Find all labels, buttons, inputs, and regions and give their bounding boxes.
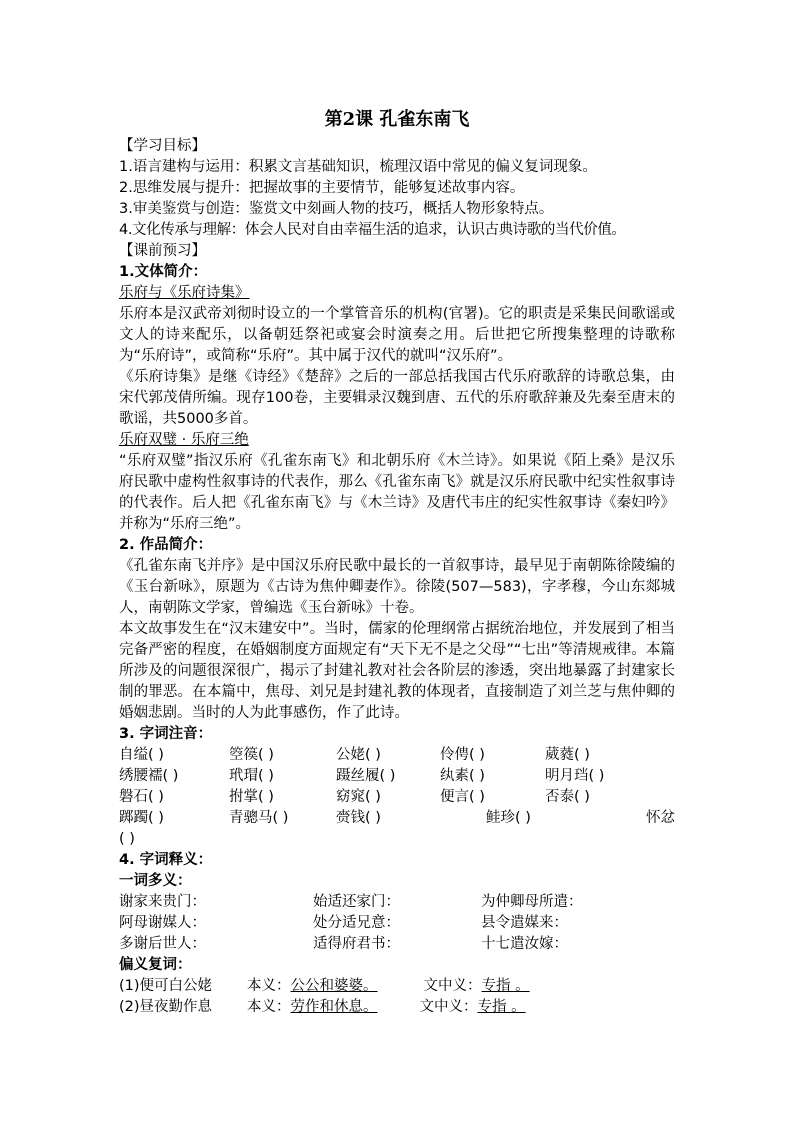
pianyi-literal-label: 本义： xyxy=(247,978,291,994)
polysemy-item: 谢家来贵门： xyxy=(119,894,206,910)
pianyi-literal: 公公和婆婆。 xyxy=(290,978,378,994)
pinyin-item: 绣腰襦( ) xyxy=(119,768,179,784)
goal-item: 2.思维发展与提升：把握故事的主要情节，能够复述故事内容。 xyxy=(119,180,525,196)
pinyin-item: 否泰( ) xyxy=(545,789,590,805)
pinyin-row xyxy=(119,808,675,829)
subheading-yuefu: 乐府与《乐府诗集》 xyxy=(119,285,250,301)
polysemy-item: 县令遣媒来： xyxy=(481,915,568,931)
pinyin-item: 箜篌( ) xyxy=(229,747,274,763)
polysemy-row xyxy=(119,934,675,955)
pinyin-item: 自缢( ) xyxy=(119,747,164,763)
section-3-heading: 3. 字词注音： xyxy=(119,726,213,742)
paragraph-background: 本文故事发生在“汉末建安中”。当时，儒家的伦理纲常占据统治地位，并发展到了相当完备严密的程度，在婚姻制度方面规定有“天下无不是之父母”“七出”等清规戒律。本篇所涉及的问题很深很广，揭示了封建礼教对社会各阶层的渗透，突出地暴露了封建家长制的罪恶。在本篇中，焦母、刘兄是封建礼教的体现者，直接制造了刘兰芝与焦仲卿的婚姻悲剧。当时的人为此事感伤，作了此诗。 xyxy=(119,621,675,721)
pinyin-row xyxy=(119,787,675,808)
pinyin-item: 便言( ) xyxy=(440,789,485,805)
goal-item: 3.审美鉴赏与创造：鉴赏文中刻画人物的技巧，概括人物形象特点。 xyxy=(119,201,554,217)
pinyin-item: 明月珰( ) xyxy=(545,768,605,784)
pinyin-row xyxy=(119,766,675,787)
polysemy-item: 为仲卿母所遣： xyxy=(481,894,583,910)
pianyi-item: (1)便可白公姥 xyxy=(119,978,213,994)
pinyin-tail: ( ) xyxy=(119,831,135,847)
pinyin-item: 公姥( ) xyxy=(336,747,381,763)
document-body xyxy=(119,136,675,1018)
goal-item: 4.文化传承与理解：体会人民对自由幸福生活的追求，认识古典诗歌的当代价值。 xyxy=(119,222,626,238)
subheading-twin-jade: 乐府双璧 · 乐府三绝 xyxy=(119,432,249,448)
pinyin-item: 怀忿 xyxy=(646,810,675,826)
pinyin-item: 纨素( ) xyxy=(440,768,485,784)
pinyin-item: 葳蕤( ) xyxy=(545,747,590,763)
goal-item: 1.语言建构与运用：积累文言基础知识，梳理汉语中常见的偏义复词现象。 xyxy=(119,159,597,175)
preview-heading: 【课前预习】 xyxy=(119,243,206,259)
section-4-heading: 4. 字词释义： xyxy=(119,852,213,868)
polysemy-item: 阿母谢媒人： xyxy=(119,915,206,931)
polysemy-item: 适得府君书： xyxy=(313,936,400,952)
paragraph-work-intro: 《孔雀东南飞并序》是中国汉乐府民歌中最长的一首叙事诗，最早见于南朝陈徐陵编的《玉台新咏》，原题为《古诗为焦仲卿妻作》。徐陵(507—583)，字孝穆，今山东郯城人，南朝陈文学家，曾编选《玉台新咏》十卷。 xyxy=(119,558,675,616)
pinyin-item: 踯躅( ) xyxy=(119,810,164,826)
pianyi-row xyxy=(119,976,675,997)
pianyi-heading: 偏义复词： xyxy=(119,957,192,973)
polysemy-item: 十七遣汝嫁： xyxy=(481,936,568,952)
polysemy-row xyxy=(119,913,675,934)
pinyin-item: 玳瑁( ) xyxy=(229,768,274,784)
section-1-heading: 1.文体简介： xyxy=(119,264,208,280)
paragraph-twin-jade: “乐府双璧”指汉乐府《孔雀东南飞》和北朝乐府《木兰诗》。如果说《陌上桑》是汉乐府民歌中虚构性叙事诗的代表作，那么《孔雀东南飞》就是汉乐府民歌中纪实性叙事诗的代表作。后人把《孔雀东南飞》与《木兰诗》及唐代韦庄的纪实性叙事诗《秦妇吟》并称为“乐府三绝”。 xyxy=(119,453,675,532)
pinyin-item: 蹑丝履( ) xyxy=(336,768,396,784)
page-title: 第2课 孔雀东南飞 xyxy=(324,109,470,130)
section-2-heading: 2. 作品简介： xyxy=(119,537,213,553)
polysemy-item: 处分适兄意： xyxy=(313,915,400,931)
pianyi-context: 专指 。 xyxy=(481,978,530,994)
pinyin-item: 鲑珍( ) xyxy=(486,810,531,826)
polysemy-row xyxy=(119,892,675,913)
pinyin-item: 伶俜( ) xyxy=(440,747,485,763)
pianyi-context-label: 文中义： xyxy=(423,978,482,994)
paragraph-yuefu-collection: 《乐府诗集》是继《诗经》《楚辞》之后的一部总括我国古代乐府歌辞的诗歌总集，由宋代郭茂倩所编。现存100卷，主要辑录汉魏到唐、五代的乐府歌辞兼及先秦至唐末的歌谣，共5000多首。 xyxy=(119,369,675,427)
paragraph-yuefu: 乐府本是汉武帝刘彻时设立的一个掌管音乐的机构(官署)。它的职责是采集民间歌谣或文人的诗来配乐，以备朝廷祭祀或宴会时演奏之用。后世把它所搜集整理的诗歌称为“乐府诗”，或简称“乐府”。其中属于汉代的就叫“汉乐府”。 xyxy=(119,306,675,364)
pinyin-item: 青骢马( ) xyxy=(229,810,289,826)
pianyi-item: (2)昼夜勤作息 xyxy=(119,999,213,1015)
pinyin-row xyxy=(119,745,675,766)
pinyin-item: 拊掌( ) xyxy=(229,789,274,805)
polysemy-item: 始适还家门： xyxy=(313,894,400,910)
pianyi-literal-label: 本义： xyxy=(247,999,291,1015)
pinyin-item: 窈窕( ) xyxy=(336,789,381,805)
pianyi-literal: 劳作和休息。 xyxy=(290,999,378,1015)
pinyin-item: 磐石( ) xyxy=(119,789,164,805)
pianyi-context-label: 文中义： xyxy=(419,999,478,1015)
pianyi-context: 专指 。 xyxy=(477,999,526,1015)
pinyin-item: 赍钱( ) xyxy=(336,810,381,826)
polysemy-item: 多谢后世人： xyxy=(119,936,206,952)
goals-heading: 【学习目标】 xyxy=(119,138,206,154)
polysemy-heading: 一词多义： xyxy=(119,873,192,889)
pianyi-row xyxy=(119,997,675,1018)
